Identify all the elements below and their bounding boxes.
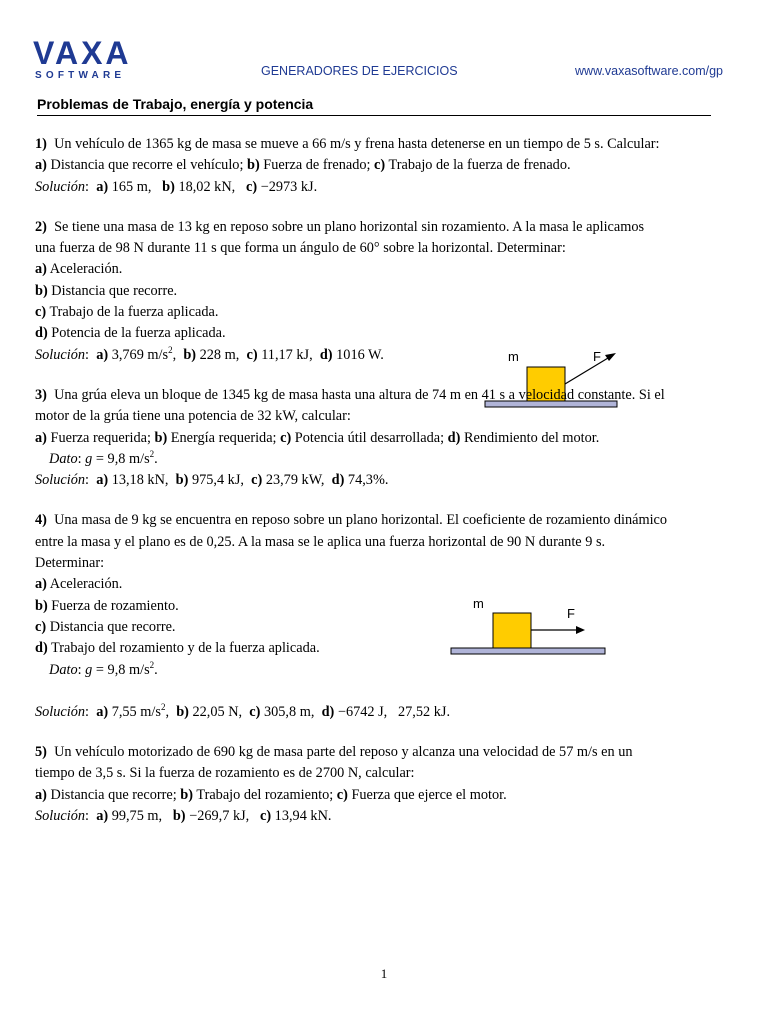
problem-statement: Se tiene una masa de 13 kg en reposo sobre un plano horizontal sin rozamiento. A la masa le aplicamos [54,218,645,235]
problem-number: 3 [35,386,43,403]
problem-1: 1) Un vehículo de 1365 kg de masa se mueve a 66 m/s y frena hasta detenerse en un tiempo de 5 s. Calcular: a) Distancia que recorre el vehículo; b) Fuerza de frenado; c) Trabajo de la fuerza de frenado. Solución: a) 165 m, b) 18,02 kN, c) −2973 kJ. [35,134,725,198]
data-line: Dato: g = 9,8 $m/s^2$. [49,659,158,678]
logo-wordmark: VAXA [33,35,132,71]
arrow-head-icon [576,626,585,634]
question-d: d) Trabajo del rozamiento y de la fuerza aplicada. [35,640,320,657]
solution-line: Solución: a) 3,769 $m/s^2$, b) 228 m, c) 11,17 kJ, d) 1016 W. [35,344,384,363]
problem-3: 3) Una grúa eleva un bloque de 1345 kg de masa hasta una altura de 74 m en 41 s a velocidad constante. Si el motor de la grúa tiene una potencia de 32 kW, calcular: a) Fuerza requerida; b) Energía requerida; c) Potencia útil desarrollada; d) Rendimiento del motor. Dato: g = 9,8 $m/s^2$. Solución: a) 13,18 kN, b) 975,4 kJ, c) 23,79 kW, d) 74,3%. [35,385,725,491]
problem-number: 4 [35,512,43,529]
page-title: Problemas de Trabajo, energía y potencia [37,96,711,116]
question-c: c) Distancia que recorre. [35,618,176,635]
vaxa-logo[interactable] [33,36,132,81]
problem-number: 2 [35,218,43,235]
problem-statement: Una masa de 9 kg se encuentra en reposo sobre un plano horizontal. El coeficiente de rozamiento dinámico [54,512,668,529]
problem-statement-cont: tiempo de 3,5 s. Si la fuerza de rozamiento es de 2700 N, calcular: [35,765,415,782]
force-label: F [567,606,575,622]
problem-statement: Un vehículo de 1365 kg de masa se mueve a 66 m/s y frena hasta detenerse en un tiempo de 5 s. Calcular: [54,136,660,152]
page-number: 1 [380,966,388,981]
solution-line: Solución: a) 13,18 kN, b) 975,4 kJ, c) 23,79 kW, d) 74,3%. [35,472,389,489]
problem-list [35,134,725,846]
arrow-head-icon [605,353,616,361]
horizontal-force-diagram [449,594,609,658]
question-b: b) Fuerza de rozamiento. [35,597,179,614]
force-arrow [565,355,613,384]
problem-statement-cont: entre la masa y el plano es de 0,25. A la masa se le aplica una fuerza horizontal de 90 N durante 9 s. [35,533,606,550]
problem-5: 5) Un vehículo motorizado de 690 kg de masa parte del reposo y alcanza una velocidad de 57 m/s en un tiempo de 3,5 s. Si la fuerza de rozamiento es de 2700 N, calcular: a) Distancia que recorre; b) Trabajo del rozamiento; c) Fuerza que ejerce el motor. Solución: a) 99,75 m, b) −269,7 kJ, c) 13,94 kN. [35,742,725,827]
question-a: a) Aceleración. [35,576,123,593]
question-list: a) Fuerza requerida; b) Energía requerida; c) Potencia útil desarrollada; d) Rendimiento del motor. [35,429,600,446]
header-url-link[interactable]: www.vaxasoftware.com/gp [575,64,723,78]
mass-label: m [508,348,519,364]
data-line: Dato: g = 9,8 $m/s^2$. [49,449,158,467]
solution-line: Solución: a) 7,55 $m/s^2$, b) 22,05 N, c) 305,8 m, d) −6742 J, 27,52 kJ. [35,702,451,720]
question-c: c) Trabajo de la fuerza aplicada. [35,304,219,321]
problem-statement-cont: motor de la grúa tiene una potencia de 32 kW, calcular: [35,408,351,425]
problem-statement-cont: una fuerza de 98 N durante 11 s que forma un ángulo de 60° sobre la horizontal. Determinar: [35,240,566,257]
mass-label: m [473,596,484,612]
question-list: a) Distancia que recorre; b) Trabajo del rozamiento; c) Fuerza que ejerce el motor. [35,786,507,803]
page-header [33,36,723,86]
question-d: d) Potencia de la fuerza aplicada. [35,325,226,342]
force-label: F [593,348,601,364]
question-b: b) Distancia que recorre. [35,282,178,299]
problem-statement: Una grúa eleva un bloque de 1345 kg de masa hasta una altura de 74 m en 41 s a velocidad constante. Si el [54,386,665,403]
logo-subtitle: SOFTWARE [35,70,126,81]
problem-statement: Un vehículo motorizado de 690 kg de masa parte del reposo y alcanza una velocidad de 57 m/s en un [54,744,633,761]
solution-line: Solución: a) 165 m, b) 18,02 kN, c) −2973 kJ. [35,178,318,195]
problem-4: 4) Una masa de 9 kg se encuentra en reposo sobre un plano horizontal. El coeficiente de rozamiento dinámico entre la masa y el plano es de 0,25. A la masa se le aplica una fuerza horizontal de 90 N durante 9 s. Determinar: a) Aceleración. b) Fuerza de rozamiento. c) Distancia que recorre. d) Trabajo del rozamiento y de la fuerza aplicada. Dato: g = 9,8 $m/s^2$. Solución: a) 7,55 $m/s^2$, b) 22,05 N, c) 305,8 m, d) −6742 J, 27,52 kJ. m F [35,510,725,723]
solution-line: Solución: a) 99,75 m, b) −269,7 kJ, c) 13,94 kN. [35,808,332,825]
header-title: GENERADORES DE EJERCICIOS [261,64,458,78]
question-a: a) Aceleración. [35,261,123,278]
problem-number: 1 [35,136,43,152]
question-list: a) Distancia que recorre el vehículo; b) Fuerza de frenado; c) Trabajo de la fuerza de frenado. [35,157,571,174]
horizontal-plane [451,648,605,654]
problem-statement-cont: Determinar: [35,555,105,572]
problem-number: 5 [35,744,43,761]
mass-block [493,613,531,648]
problem-2: 2) Se tiene una masa de 13 kg en reposo sobre un plano horizontal sin rozamiento. A la masa le aplicamos una fuerza de 98 N durante 11 s que forma un ángulo de 60° sobre la horizontal. Determinar: a) Aceleración. b) Distancia que recorre. c) Trabajo de la fuerza aplicada. d) Potencia de la fuerza aplicada. Solución: a) 3,769 $m/s^2$, b) 228 m, c) 11,17 kJ, d) 1016 W. m F [35,217,725,366]
